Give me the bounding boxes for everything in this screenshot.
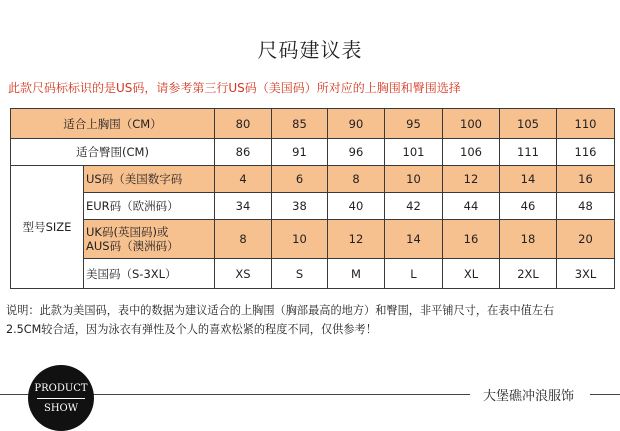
row-eur-label: EUR码（欧洲码） bbox=[84, 193, 215, 220]
cell: 34 bbox=[215, 193, 272, 220]
cell: 10 bbox=[272, 220, 328, 259]
size-note-line2: 2.5CM较合适，因为泳衣有弹性及个人的喜欢松紧的程度不同，仅供参考！ bbox=[6, 323, 377, 336]
row-uk-label-line2: AUS码（澳洲码） bbox=[86, 239, 179, 253]
cell: 80 bbox=[215, 109, 272, 139]
row-eur bbox=[11, 193, 615, 220]
size-chart-table bbox=[10, 108, 615, 289]
row-us-letter-label: 美国码（S-3XL） bbox=[84, 259, 215, 289]
cell: 86 bbox=[215, 139, 272, 166]
cell: 16 bbox=[557, 166, 615, 193]
size-notice: 此款尺码标标识的是US码，请参考第三行US码（美国码）所对应的上胸围和臀围选择 bbox=[8, 81, 461, 95]
cell: 44 bbox=[443, 193, 500, 220]
model-size-label: 型号SIZE bbox=[11, 166, 84, 289]
size-note-line1: 说明：此款为美国码，表中的数据为建议适合的上胸围（胸部最高的地方）和臀围，非平铺尺寸，在表中值左右 bbox=[6, 304, 555, 317]
badge-line1: PRODUCT bbox=[34, 382, 88, 394]
cell: 48 bbox=[557, 193, 615, 220]
cell: 10 bbox=[385, 166, 443, 193]
row-us-label: US码（美国数字码 bbox=[84, 166, 215, 193]
size-note bbox=[6, 301, 616, 339]
cell: 110 bbox=[557, 109, 615, 139]
row-uk-label bbox=[84, 220, 215, 259]
cell: 12 bbox=[443, 166, 500, 193]
cell: S bbox=[272, 259, 328, 289]
badge-rule bbox=[37, 398, 85, 399]
cell: 40 bbox=[328, 193, 385, 220]
cell: XL bbox=[443, 259, 500, 289]
cell: XS bbox=[215, 259, 272, 289]
row-us bbox=[11, 166, 615, 193]
cell: 91 bbox=[272, 139, 328, 166]
cell: L bbox=[385, 259, 443, 289]
cell: 3XL bbox=[557, 259, 615, 289]
cell: 90 bbox=[328, 109, 385, 139]
cell: 6 bbox=[272, 166, 328, 193]
row-us-letter bbox=[11, 259, 615, 289]
row-hip-label: 适合臀围(CM) bbox=[11, 139, 215, 166]
cell: 14 bbox=[385, 220, 443, 259]
cell: 46 bbox=[500, 193, 557, 220]
page-title: 尺码建议表 bbox=[257, 38, 363, 62]
badge-line2: SHOW bbox=[43, 402, 79, 414]
brand-name: 大堡礁冲浪服饰 bbox=[483, 389, 575, 404]
divider-line-right bbox=[590, 394, 620, 395]
cell: M bbox=[328, 259, 385, 289]
row-chest bbox=[11, 109, 615, 139]
cell: 8 bbox=[328, 166, 385, 193]
cell: 116 bbox=[557, 139, 615, 166]
cell: 85 bbox=[272, 109, 328, 139]
cell: 111 bbox=[500, 139, 557, 166]
row-uk bbox=[11, 220, 615, 259]
cell: 18 bbox=[500, 220, 557, 259]
cell: 100 bbox=[443, 109, 500, 139]
cell: 101 bbox=[385, 139, 443, 166]
cell: 12 bbox=[328, 220, 385, 259]
cell: 20 bbox=[557, 220, 615, 259]
cell: 2XL bbox=[500, 259, 557, 289]
cell: 42 bbox=[385, 193, 443, 220]
cell: 4 bbox=[215, 166, 272, 193]
cell: 106 bbox=[443, 139, 500, 166]
row-chest-label: 适合上胸围（CM） bbox=[11, 109, 215, 139]
row-uk-label-line1: UK码(英国码)或 bbox=[86, 225, 169, 239]
cell: 8 bbox=[215, 220, 272, 259]
cell: 38 bbox=[272, 193, 328, 220]
cell: 96 bbox=[328, 139, 385, 166]
cell: 95 bbox=[385, 109, 443, 139]
product-show-badge bbox=[28, 365, 94, 431]
cell: 105 bbox=[500, 109, 557, 139]
cell: 14 bbox=[500, 166, 557, 193]
row-hip bbox=[11, 139, 615, 166]
cell: 16 bbox=[443, 220, 500, 259]
